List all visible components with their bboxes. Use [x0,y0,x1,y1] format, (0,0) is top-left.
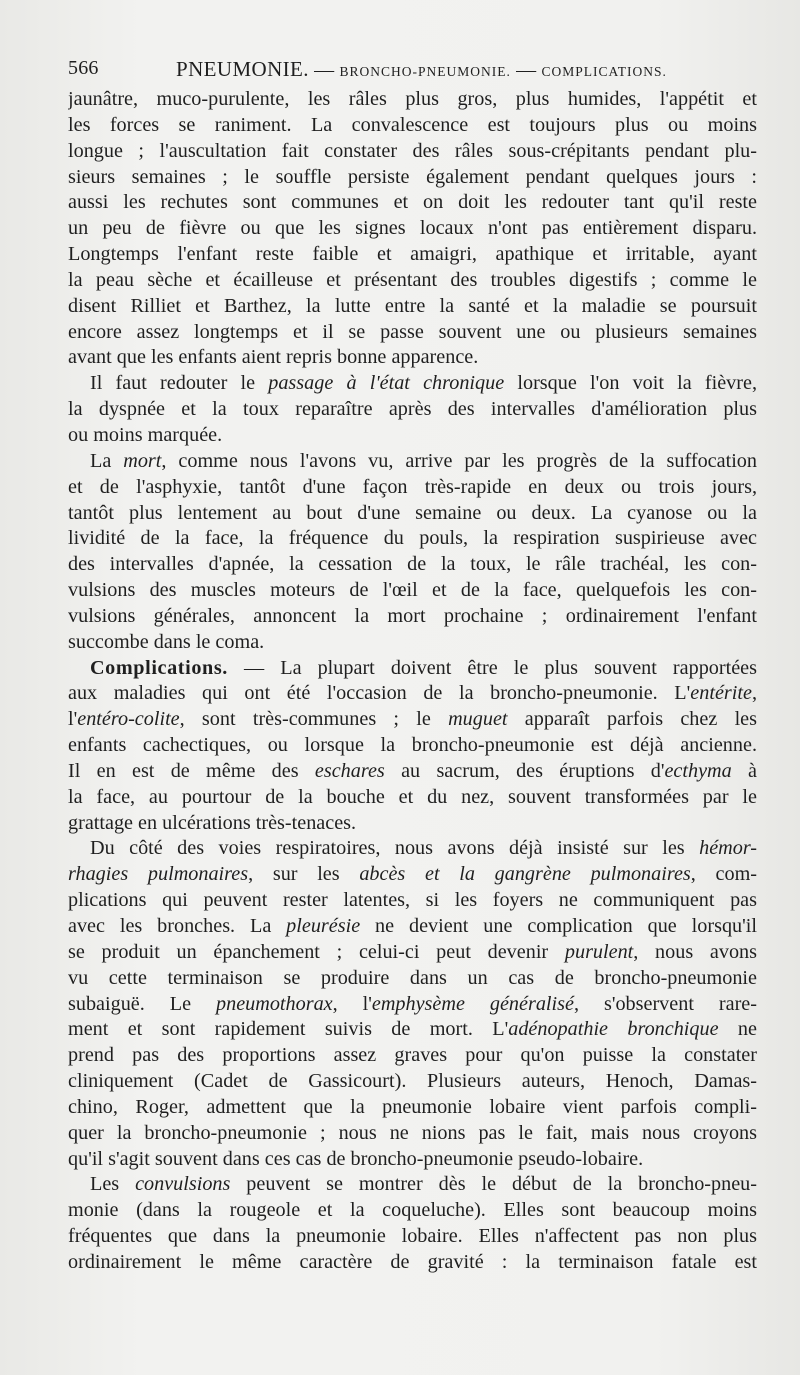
text-segment: , [751,682,757,705]
running-title-section: BRONCHO-PNEUMONIE. [339,64,511,79]
text-line [68,1147,757,1173]
running-title-separator: — [510,59,542,81]
text-line [68,1043,757,1069]
text-line [68,862,757,888]
text-segment: ordinairement le même caractère de gravité : la terminaison fatale est [68,1250,757,1273]
text-line [68,552,757,578]
text-line [68,811,757,837]
text-segment: apparaît parfois chez les [507,708,757,731]
text-segment: , comme nous l'avons vu, arrive par les progrès de la suffocation [161,449,757,472]
text-line [68,216,757,242]
text-line [68,1198,757,1224]
text-segment: Les [90,1173,136,1196]
text-segment: aussi les rechutes sont communes et on doit les redouter tant qu'il reste [68,191,757,214]
text-segment: vu cette terminaison se produire dans un cas de broncho-pneumonie [68,966,757,989]
text-line [68,759,757,785]
text-segment: Il faut redouter le [90,372,269,395]
text-line [68,1069,757,1095]
italic-term: passage à l'état chronique [268,372,505,395]
text-line [68,681,757,707]
text-segment: à [731,759,757,782]
text-line [68,423,757,449]
text-line [68,371,757,397]
text-segment: au sacrum, des éruptions d' [384,759,665,782]
text-line [68,914,757,940]
text-segment: avec les bronches. La [68,915,287,937]
text-segment: un peu de fièvre ou que les signes locaux n'ont pas entièrement disparu. [68,217,757,240]
text-line [68,966,757,992]
text-segment: disent Rilliet et Barthez, la lutte entre la santé et la maladie se poursuit [68,294,757,317]
text-line [68,1224,757,1250]
text-segment: ne [718,1018,757,1041]
text-segment: , com- [690,863,757,886]
text-segment: , sur les [248,863,360,886]
text-segment: fréquentes que dans la pneumonie lobaire. Elles n'affectent pas non plus [68,1225,757,1248]
text-segment: vulsions des muscles moteurs de l'œil et de la face, quelquefois les con- [68,579,757,602]
italic-term: mort [123,449,162,472]
italic-term: entérite [690,682,752,705]
text-line [68,87,757,113]
text-segment: chino, Roger, admettent que la pneumonie lobaire vient parfois compli- [68,1095,757,1118]
text-segment: la dyspnée et la toux reparaître après des intervalles d'amélioration plus [68,398,757,421]
text-line [68,1172,757,1198]
text-line [68,449,757,475]
text-line [68,992,757,1018]
text-segment: se produit un épanchement ; celui-ci peut devenir [68,940,565,963]
running-title-subsection: COMPLICATIONS. [541,64,667,79]
text-segment: prend pas des proportions assez graves pour qu'on puisse la constater [68,1044,757,1067]
text-segment: encore assez longtemps et il se passe souvent une ou plusieurs semaines [68,320,757,343]
italic-term: emphysème généralisé [371,992,574,1015]
text-line [68,836,757,862]
text-segment: succombe dans le coma. [68,630,265,653]
text-line [68,1250,757,1276]
text-line [68,604,757,630]
text-segment: grattage en ulcérations très-tenaces. [68,811,357,834]
text-segment: la peau sèche et écailleuse et présentant des troubles digestifs ; comme le [68,268,757,291]
text-line [68,526,757,552]
page-number: 566 [68,57,99,79]
text-line [68,294,757,320]
text-line [68,656,757,682]
text-segment: , sont très-communes ; le [179,708,449,731]
text-line [68,139,757,165]
italic-term: adénopathie bronchique [508,1018,719,1041]
text-segment: des intervalles d'apnée, la cessation de la toux, le râle trachéal, les con- [68,553,757,576]
text-segment: , nous avons [633,940,757,963]
text-line [68,320,757,346]
italic-term: pneumothorax [216,992,333,1015]
text-segment: ment et sont rapidement suivis de mort. L' [68,1018,509,1041]
italic-term: pleurésie [286,915,361,937]
italic-term: hémor- [699,837,757,860]
text-segment: peuvent se montrer dès le début de la broncho-pneu- [230,1173,757,1196]
text-segment: cliniquement (Cadet de Gassicourt). Plusieurs auteurs, Henoch, Damas- [68,1070,757,1093]
text-line [68,268,757,294]
text-segment: plications qui peuvent rester latentes, si les foyers ne communiquent pas [68,889,757,912]
text-segment: ou moins marquée. [68,423,223,446]
text-line [68,1017,757,1043]
text-segment: l' [68,708,78,731]
text-segment: et de l'asphyxie, tantôt d'une façon très-rapide en deux ou trois jours, [68,475,757,498]
text-line [68,940,757,966]
text-line [68,888,757,914]
text-segment: subaiguë. Le [68,992,216,1015]
italic-term: purulent [564,940,634,963]
text-segment: les forces se raniment. La convalescence est toujours plus ou moins [68,113,757,136]
text-line [68,785,757,811]
text-segment: lividité de la face, la fréquence du pouls, la respiration suspirieuse avec [68,527,757,550]
text-segment: jaunâtre, muco-purulente, les râles plus gros, plus humides, l'appétit et [68,88,757,110]
running-title [176,57,667,82]
text-segment: la face, au pourtour de la bouche et du nez, souvent transformées par le [68,785,757,808]
text-segment: qu'il s'agit souvent dans ces cas de broncho-pneumonie pseudo-lobaire. [68,1147,644,1170]
text-line [68,397,757,423]
italic-term: entéro-colite [77,708,180,731]
italic-term: abcès et la gangrène pulmonaires [359,863,691,886]
body-text [68,87,757,1276]
text-line [68,190,757,216]
text-segment: enfants cachectiques, ou lorsque la broncho-pneumonie est déjà ancienne. [68,734,757,757]
text-line [68,475,757,501]
text-segment: tantôt plus lentement au bout d'une semaine ou deux. La cyanose ou la [68,501,757,524]
italic-term: rhagies pulmonaires [68,863,249,886]
running-header [68,52,758,86]
text-line [68,345,757,371]
text-segment: La [90,449,124,472]
running-title-separator: — [308,59,340,81]
text-line [68,733,757,759]
text-line [68,1095,757,1121]
text-line [68,630,757,656]
text-segment: , s'observent rare- [573,992,757,1015]
text-segment: sieurs semaines ; le souffle persiste également pendant quelques jours : [68,165,757,188]
text-segment: — La plupart doivent être le plus souvent rapportées [227,656,757,679]
text-segment: Longtemps l'enfant reste faible et amaigri, apathique et irritable, ayant [68,243,757,266]
text-segment: vulsions générales, annoncent la mort prochaine ; ordinairement l'enfant [68,604,757,627]
italic-term: convulsions [135,1173,231,1196]
text-line [68,578,757,604]
text-segment: Il en est de même des [68,759,315,782]
text-segment: lorsque l'on voit la fièvre, [504,372,757,395]
text-segment: , l' [332,992,372,1015]
text-line [68,707,757,733]
text-line [68,501,757,527]
text-segment: aux maladies qui ont été l'occasion de la broncho-pneumonie. L' [68,682,691,705]
text-line [68,242,757,268]
section-heading: Complications. [90,656,228,679]
text-segment: Du côté des voies respiratoires, nous avons déjà insisté sur les [90,837,700,860]
italic-term: muguet [448,708,508,731]
running-title-main: PNEUMONIE. [176,57,309,81]
text-line [68,1121,757,1147]
text-segment: monie (dans la rougeole et la coqueluche). Elles sont beaucoup moins [68,1199,757,1222]
text-segment: ne devient une complication que lorsqu'il [360,915,757,937]
italic-term: ecthyma [664,759,732,782]
text-segment: quer la broncho-pneumonie ; nous ne nions pas le fait, mais nous croyons [68,1121,757,1144]
text-segment: avant que les enfants aient repris bonne apparence. [68,346,479,369]
text-line [68,165,757,191]
text-line [68,113,757,139]
italic-term: eschares [314,759,385,782]
text-segment: longue ; l'auscultation fait constater des râles sous-crépitants pendant plu- [68,139,757,162]
